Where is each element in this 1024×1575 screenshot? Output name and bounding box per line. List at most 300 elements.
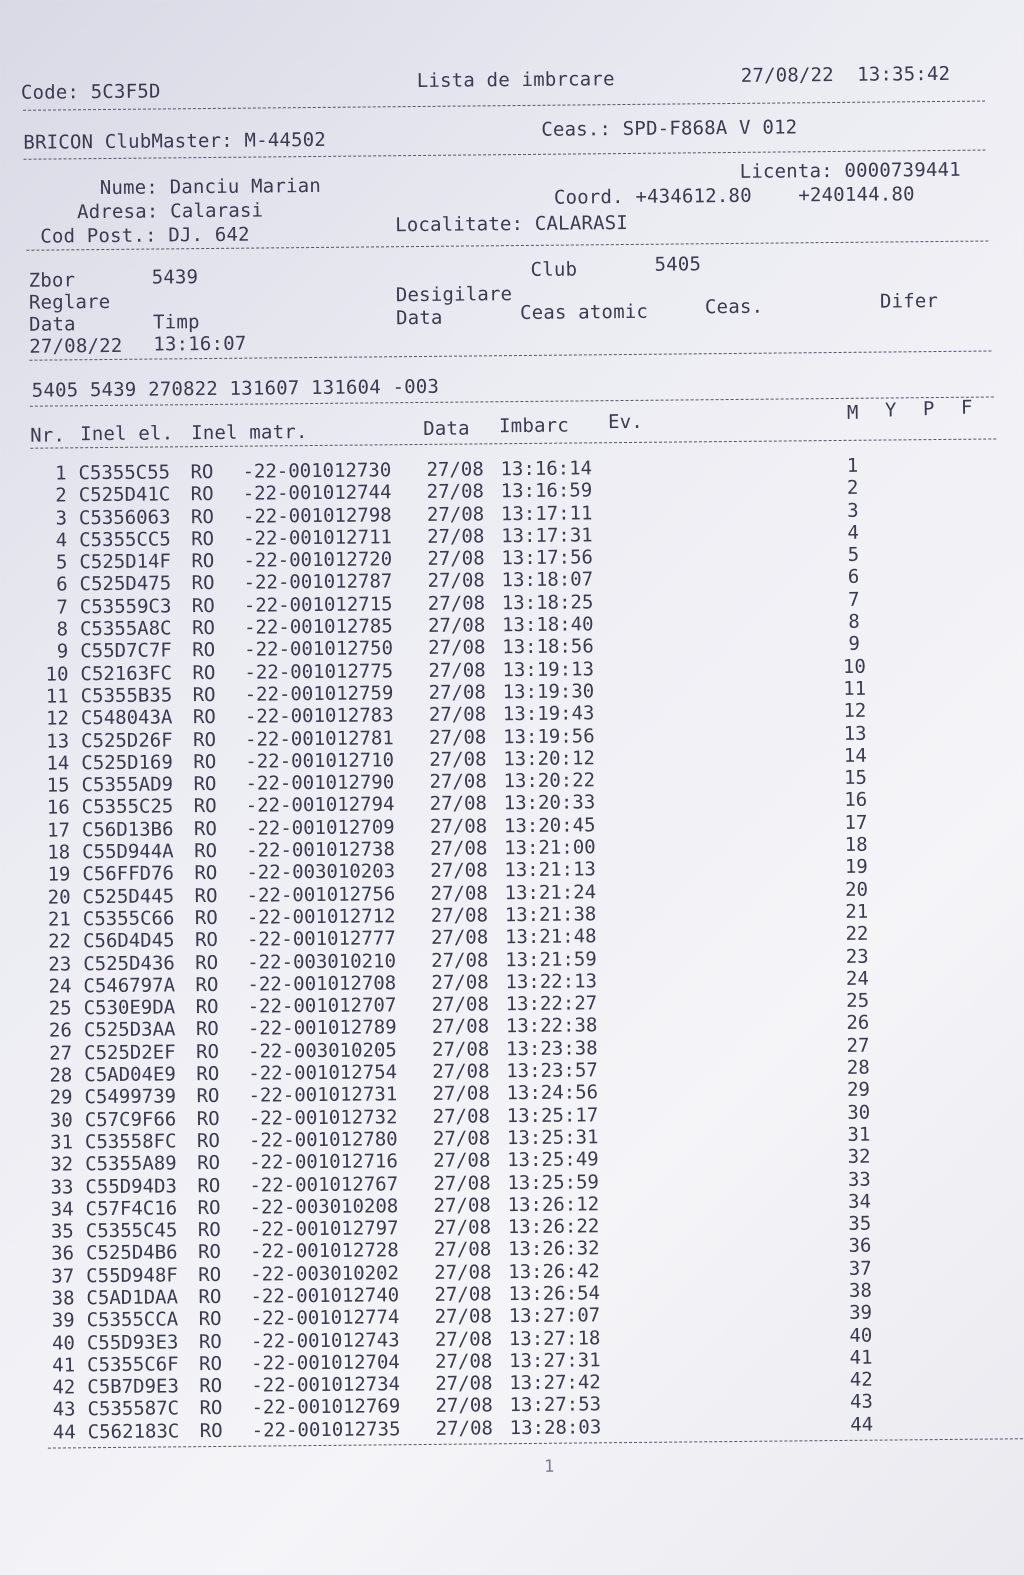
row-position: 12	[843, 699, 867, 723]
row-country: RO	[196, 1040, 220, 1063]
row-country: RO	[190, 460, 214, 484]
row-nr: 32	[50, 1153, 74, 1176]
row-time: 13:19:13	[502, 658, 595, 681]
row-position: 15	[843, 766, 868, 790]
row-inel-matr: -22-001012728	[249, 1239, 399, 1264]
row-time: 13:24:56	[506, 1081, 599, 1105]
page-number: 1	[544, 1456, 555, 1477]
row-inel-el: C530E9DA	[83, 996, 176, 1020]
row-date: 27/08	[433, 1194, 491, 1217]
row-date: 27/08	[430, 881, 488, 905]
row-position: 13	[843, 722, 867, 745]
row-nr: 39	[51, 1309, 75, 1332]
print-datetime: 27/08/22 13:35:42	[740, 62, 951, 87]
row-position: 42	[849, 1368, 873, 1392]
row-position: 26	[846, 1012, 870, 1035]
row-time: 13:26:42	[508, 1259, 600, 1283]
row-time: 13:23:38	[505, 1037, 598, 1060]
row-position: 3	[847, 499, 859, 522]
col-header-nr: Nr.	[30, 424, 66, 447]
row-country: RO	[198, 1330, 222, 1353]
owner-address: Adresa: Calarasi	[76, 199, 264, 224]
row-inel-matr: -22-001012738	[246, 838, 395, 862]
row-time: 13:16:59	[500, 479, 593, 503]
row-country: RO	[194, 862, 218, 885]
row-inel-matr: -22-001012780	[248, 1128, 398, 1152]
row-inel-el: C562183C	[87, 1420, 180, 1443]
row-inel-el: C5355C55	[78, 461, 171, 485]
row-inel-el: C525D475	[79, 572, 172, 596]
row-inel-el: C525D445	[82, 885, 175, 908]
row-inel-el: C5B7D9E3	[87, 1375, 179, 1399]
row-time: 13:19:43	[502, 702, 595, 726]
row-date: 27/08	[433, 1171, 491, 1195]
row-country: RO	[197, 1196, 221, 1219]
row-time: 13:20:45	[503, 814, 596, 837]
row-position: 29	[846, 1079, 871, 1102]
row-nr: 19	[47, 863, 71, 886]
row-position: 17	[844, 811, 868, 834]
row-time: 13:21:38	[504, 903, 597, 927]
row-time: 13:18:56	[502, 635, 594, 659]
row-nr: 41	[52, 1354, 76, 1377]
row-nr: 7	[56, 596, 68, 619]
row-date: 27/08	[432, 1060, 490, 1083]
row-inel-matr: -22-001012744	[242, 481, 392, 505]
row-inel-el: C55D944A	[82, 840, 174, 864]
row-inel-matr: -22-003010210	[247, 949, 397, 974]
row-country: RO	[198, 1308, 222, 1331]
row-date: 27/08	[430, 837, 488, 860]
row-time: 13:17:31	[501, 524, 593, 548]
row-date: 27/08	[431, 971, 489, 994]
row-date: 27/08	[432, 1127, 491, 1150]
row-position: 19	[844, 856, 868, 879]
row-position: 2	[846, 477, 859, 500]
row-date: 27/08	[426, 458, 484, 481]
row-position: 39	[849, 1301, 873, 1325]
row-country: RO	[195, 1018, 219, 1041]
row-position: 6	[847, 566, 860, 589]
row-inel-matr: -22-001012720	[243, 548, 393, 572]
row-inel-el: C5355C6F	[87, 1353, 179, 1377]
coordinates: Coord. +434612.80 +240144.80	[553, 183, 915, 209]
row-time: 13:20:12	[503, 747, 595, 771]
row-inel-el: C5355A8C	[79, 617, 172, 641]
row-date: 27/08	[430, 859, 488, 883]
row-inel-matr: -22-001012704	[250, 1351, 400, 1375]
row-nr: 26	[48, 1019, 73, 1042]
row-date: 27/08	[427, 592, 486, 615]
row-date: 27/08	[427, 525, 485, 548]
row-time: 13:25:49	[507, 1148, 599, 1172]
row-inel-matr: -22-001012712	[246, 905, 396, 929]
row-country: RO	[197, 1241, 222, 1264]
row-time: 13:20:33	[503, 791, 596, 815]
col-header-ev: Ev.	[607, 410, 644, 434]
row-inel-matr: -22-001012756	[246, 882, 396, 907]
row-inel-el: C525D3AA	[83, 1018, 176, 1042]
row-country: RO	[192, 661, 216, 684]
row-date: 27/08	[429, 815, 488, 838]
row-date: 27/08	[431, 948, 489, 972]
row-country: RO	[194, 840, 218, 863]
row-time: 13:21:00	[504, 836, 596, 860]
row-date: 27/08	[435, 1372, 493, 1396]
row-nr: 31	[49, 1131, 74, 1154]
reglare-time: 13:16:07	[153, 332, 247, 356]
row-time: 13:27:53	[509, 1393, 602, 1417]
clock-label: Ceas.: SPD-F868A V 012	[541, 116, 798, 141]
desigilare-label: Desigilare	[395, 283, 513, 307]
row-inel-matr: -22-001012715	[243, 593, 393, 617]
row-nr: 5	[55, 551, 68, 574]
row-country: RO	[195, 996, 219, 1019]
row-nr: 3	[55, 506, 68, 530]
row-nr: 2	[55, 484, 67, 507]
row-inel-matr: -22-001012732	[248, 1105, 398, 1130]
row-date: 27/08	[434, 1261, 492, 1284]
row-position: 40	[849, 1324, 873, 1347]
row-time: 13:21:48	[504, 925, 597, 949]
row-inel-matr: -22-001012785	[243, 615, 393, 639]
row-country: RO	[197, 1152, 221, 1175]
row-country: RO	[198, 1263, 222, 1286]
row-inel-matr: -22-001012790	[245, 771, 395, 795]
row-inel-matr: -22-001012730	[242, 459, 392, 483]
row-nr: 38	[51, 1287, 75, 1310]
row-time: 13:21:59	[505, 947, 597, 971]
row-time: 13:25:17	[506, 1103, 599, 1127]
zbor-value: 5439	[151, 266, 199, 289]
row-inel-el: C5356063	[78, 505, 171, 529]
row-country: RO	[194, 884, 218, 907]
row-position: 9	[848, 633, 861, 656]
row-country: RO	[198, 1285, 222, 1309]
clocking-table	[4, 453, 1024, 1444]
row-nr: 21	[47, 908, 71, 931]
row-inel-matr: -22-001012775	[244, 659, 394, 684]
row-inel-el: C55D948F	[86, 1264, 178, 1287]
separator	[30, 438, 996, 448]
row-country: RO	[191, 617, 216, 640]
row-nr: 10	[45, 663, 69, 686]
row-position: 11	[843, 677, 867, 700]
row-country: RO	[192, 639, 216, 662]
row-nr: 15	[46, 774, 70, 797]
row-position: 10	[842, 655, 866, 678]
row-country: RO	[191, 550, 215, 573]
code-label: Code: 5C3F5D	[20, 80, 161, 104]
row-country: RO	[193, 817, 217, 840]
row-inel-matr: -22-003010208	[249, 1195, 399, 1219]
row-country: RO	[196, 1107, 220, 1130]
ceas-atomic-label: Ceas atomic	[519, 300, 649, 325]
row-time: 13:26:12	[507, 1193, 600, 1216]
row-date: 27/08	[429, 748, 487, 771]
row-date: 27/08	[433, 1238, 492, 1262]
row-nr: 22	[48, 930, 72, 953]
list-title: Lista de imbrcare	[416, 68, 615, 93]
row-date: 27/08	[434, 1283, 492, 1306]
row-country: RO	[193, 750, 217, 774]
row-nr: 42	[52, 1376, 76, 1399]
row-time: 13:21:13	[504, 858, 596, 882]
row-country: RO	[193, 773, 217, 796]
row-position: 7	[847, 588, 860, 611]
row-nr: 14	[46, 752, 70, 775]
row-position: 18	[844, 833, 868, 856]
owner-name: Nume: Danciu Marian	[99, 174, 322, 200]
row-country: RO	[190, 483, 214, 506]
row-nr: 20	[47, 886, 71, 909]
row-position: 24	[845, 967, 869, 990]
col-header-p: P	[922, 398, 935, 421]
row-inel-matr: -22-001012769	[251, 1395, 401, 1420]
row-country: RO	[196, 1085, 220, 1108]
row-country: RO	[198, 1352, 223, 1376]
row-date: 27/08	[431, 1015, 490, 1039]
row-position: 1	[846, 454, 859, 477]
row-inel-matr: -22-001012750	[244, 637, 394, 662]
row-inel-matr: -22-001012731	[248, 1083, 398, 1107]
row-nr: 23	[48, 952, 72, 976]
summary-line: 5405 5439 270822 131607 131604 -003	[31, 375, 440, 402]
row-nr: 18	[47, 841, 71, 864]
row-position: 38	[848, 1279, 872, 1302]
owner-postal-code: Cod Post.: DJ. 642	[40, 223, 250, 248]
row-date: 27/08	[433, 1149, 491, 1173]
col-header-f: F	[960, 396, 973, 419]
row-nr: 35	[50, 1220, 74, 1243]
row-time: 13:21:24	[504, 880, 597, 904]
row-time: 13:27:07	[508, 1304, 601, 1328]
row-time: 13:16:14	[500, 457, 593, 481]
row-country: RO	[193, 728, 217, 751]
row-country: RO	[194, 906, 218, 930]
ceas-label: Ceas.	[704, 295, 764, 319]
row-inel-el: C55D93E3	[86, 1330, 179, 1354]
row-inel-el: C5355C25	[81, 795, 174, 819]
row-position: 34	[848, 1190, 872, 1213]
row-country: RO	[192, 706, 216, 729]
row-inel-matr: -22-001012708	[247, 972, 397, 996]
row-position: 21	[845, 900, 869, 923]
row-position: 41	[849, 1346, 873, 1369]
row-country: RO	[195, 951, 219, 974]
row-inel-el: C55D7C7F	[80, 639, 172, 663]
row-inel-el: C525D26F	[81, 728, 173, 752]
row-inel-el: C525D4B6	[85, 1241, 178, 1265]
row-nr: 8	[56, 618, 69, 641]
row-inel-matr: -22-001012797	[249, 1217, 399, 1241]
difer-label: Difer	[879, 290, 939, 313]
col-header-y: Y	[884, 399, 897, 422]
row-nr: 25	[48, 997, 72, 1020]
row-position: 5	[847, 543, 860, 567]
row-nr: 29	[49, 1086, 73, 1109]
row-inel-el: C5355CCA	[86, 1308, 179, 1332]
row-date: 27/08	[429, 792, 488, 816]
row-date: 27/08	[432, 1082, 490, 1106]
row-inel-el: C525D169	[81, 751, 173, 775]
row-inel-el: C53559C3	[79, 595, 172, 619]
row-time: 13:23:57	[506, 1059, 598, 1083]
row-inel-matr: -22-001012716	[249, 1150, 398, 1174]
row-inel-el: C5355AD9	[81, 773, 174, 797]
row-inel-el: C525D2EF	[84, 1041, 176, 1064]
row-inel-matr: -22-001012777	[246, 927, 396, 951]
row-inel-el: C55D94D3	[85, 1174, 178, 1198]
row-inel-el: C5499739	[84, 1085, 177, 1109]
row-date: 27/08	[428, 703, 487, 727]
row-date: 27/08	[432, 1104, 491, 1128]
row-date: 27/08	[435, 1394, 493, 1418]
row-inel-el: C57F4C16	[85, 1197, 178, 1221]
row-country: RO	[197, 1174, 221, 1197]
row-time: 13:17:56	[501, 546, 594, 570]
row-inel-el: C5AD04E9	[84, 1063, 176, 1087]
row-country: RO	[193, 795, 217, 818]
row-nr: 33	[50, 1175, 74, 1199]
row-nr: 6	[56, 573, 68, 596]
row-inel-el: C525D436	[83, 951, 175, 975]
row-inel-matr: -22-001012710	[245, 749, 395, 773]
col-header-inel-matr: Inel matr.	[191, 421, 308, 445]
row-date: 27/08	[434, 1327, 493, 1351]
row-date: 27/08	[428, 636, 486, 660]
row-inel-matr: -22-001012774	[250, 1306, 400, 1330]
row-inel-matr: -22-001012707	[247, 994, 397, 1018]
row-time: 13:18:07	[501, 568, 594, 592]
row-date: 27/08	[430, 926, 489, 950]
row-country: RO	[191, 527, 215, 551]
club-value: 5405	[654, 253, 702, 276]
row-country: RO	[199, 1375, 223, 1398]
col-header-imbarc: Imbarc	[499, 414, 570, 438]
row-position: 16	[844, 789, 868, 812]
row-date: 27/08	[435, 1417, 494, 1440]
row-country: RO	[196, 1062, 220, 1086]
row-date: 27/08	[426, 480, 485, 504]
row-position: 31	[847, 1123, 871, 1146]
row-time: 13:22:13	[505, 970, 598, 994]
row-inel-matr: -22-001012734	[251, 1373, 401, 1397]
row-position: 4	[847, 521, 859, 544]
row-inel-el: C56D13B6	[81, 818, 174, 842]
row-inel-el: C525D41C	[78, 483, 171, 507]
row-inel-matr: -22-001012787	[243, 570, 393, 595]
row-time: 13:27:31	[508, 1349, 601, 1373]
row-inel-el: C5AD1DAA	[86, 1286, 179, 1310]
desigilare-data-label: Data	[395, 306, 443, 330]
row-inel-matr: -22-001012735	[251, 1417, 401, 1442]
timp-label: Timp	[152, 311, 200, 334]
row-position: 33	[847, 1168, 871, 1191]
row-date: 27/08	[428, 725, 487, 749]
row-date: 27/08	[428, 681, 486, 704]
row-country: RO	[194, 929, 219, 952]
row-time: 13:28:03	[509, 1416, 602, 1439]
row-country: RO	[196, 1129, 220, 1153]
row-inel-matr: -22-001012743	[250, 1328, 400, 1353]
row-inel-matr: -22-001012754	[248, 1061, 398, 1085]
row-inel-matr: -22-003010205	[247, 1038, 397, 1063]
row-nr: 36	[51, 1242, 75, 1265]
row-inel-matr: -22-003010202	[250, 1261, 400, 1286]
row-nr: 34	[50, 1198, 74, 1221]
row-position: 20	[845, 878, 869, 901]
row-country: RO	[191, 594, 215, 617]
row-time: 13:26:22	[507, 1215, 600, 1239]
row-position: 35	[848, 1212, 872, 1236]
row-date: 27/08	[427, 569, 485, 593]
row-inel-matr: -22-001012781	[245, 726, 394, 751]
row-time: 13:18:40	[501, 613, 594, 637]
row-date: 27/08	[429, 770, 487, 794]
row-country: RO	[192, 683, 216, 707]
row-position: 43	[849, 1391, 874, 1414]
separator	[23, 101, 985, 111]
row-inel-el: C53558FC	[84, 1130, 177, 1154]
row-inel-el: C5355C45	[85, 1219, 178, 1243]
row-inel-matr: -22-001012759	[244, 682, 394, 706]
row-date: 27/08	[428, 659, 486, 682]
row-inel-el: C52163FC	[80, 662, 173, 685]
row-position: 27	[846, 1034, 870, 1057]
col-header-inel-el: Inel el.	[80, 422, 174, 446]
row-date: 27/08	[431, 1038, 490, 1061]
row-inel-matr: -22-001012789	[247, 1016, 397, 1041]
row-inel-el: C56D4D45	[82, 929, 175, 953]
row-inel-matr: -22-001012798	[242, 503, 392, 528]
row-position: 25	[846, 989, 870, 1013]
row-time: 13:19:30	[502, 680, 595, 704]
row-nr: 37	[51, 1265, 75, 1288]
row-position: 32	[847, 1145, 871, 1169]
row-nr: 4	[55, 529, 68, 552]
row-position: 28	[846, 1056, 870, 1079]
row-date: 27/08	[430, 904, 489, 927]
row-time: 13:19:56	[502, 724, 595, 748]
data-label: Data	[29, 313, 76, 336]
row-time: 13:26:54	[508, 1282, 601, 1306]
row-inel-el: C535587C	[87, 1397, 180, 1421]
row-nr: 43	[52, 1398, 76, 1422]
row-time: 13:20:22	[503, 769, 596, 793]
row-time: 13:25:59	[507, 1170, 599, 1194]
row-nr: 28	[49, 1064, 73, 1087]
row-time: 13:17:11	[500, 501, 593, 525]
row-inel-matr: -22-001012740	[250, 1284, 400, 1308]
row-country: RO	[199, 1419, 223, 1442]
row-nr: 24	[48, 975, 72, 998]
row-nr: 11	[45, 685, 69, 708]
row-position: 37	[848, 1257, 872, 1280]
row-time: 13:27:18	[508, 1326, 601, 1350]
row-position: 8	[848, 610, 860, 633]
clubmaster-label: BRICON ClubMaster: M-44502	[23, 128, 327, 154]
row-nr: 27	[49, 1042, 73, 1065]
locality: Localitate: CALARASI	[395, 211, 629, 237]
row-inel-el: C57C9F66	[84, 1107, 177, 1131]
row-date: 27/08	[434, 1305, 492, 1329]
row-inel-matr: -22-001012767	[249, 1172, 399, 1197]
row-date: 27/08	[427, 614, 486, 637]
row-position: 30	[847, 1101, 871, 1124]
license-number: Licenta: 0000739441	[739, 158, 961, 183]
row-date: 27/08	[433, 1216, 492, 1239]
